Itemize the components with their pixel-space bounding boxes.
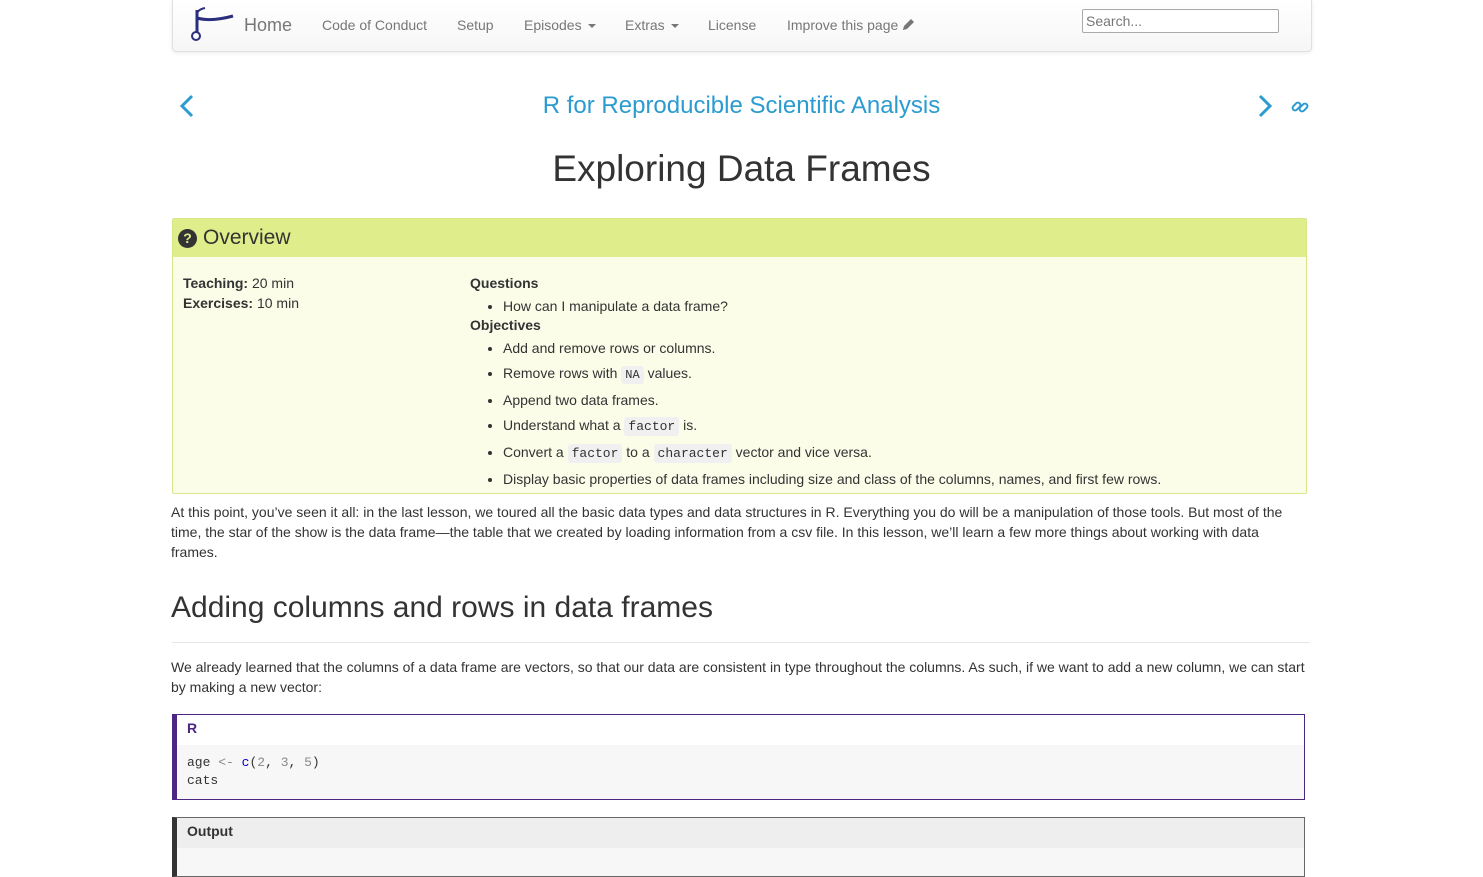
questions-heading: Questions <box>470 275 539 291</box>
nav-code-of-conduct[interactable]: Code of Conduct <box>322 17 428 33</box>
nav-extras-label: Extras <box>625 17 665 33</box>
inline-code: factor <box>568 444 623 463</box>
output-block <box>172 817 1305 877</box>
code-token: cats <box>187 773 219 788</box>
code-token: , <box>265 755 281 770</box>
carpentries-logo-icon[interactable] <box>187 4 235 44</box>
caret-down-icon <box>671 24 679 28</box>
code-token: <- <box>218 755 234 770</box>
nav-improve-label: Improve this page <box>787 17 899 33</box>
nav-episodes-label: Episodes <box>524 17 582 33</box>
list-item <box>503 415 1161 437</box>
code-token: age <box>187 755 211 770</box>
list-item <box>503 363 1161 385</box>
section-divider <box>172 642 1310 643</box>
list-item: • How can I manipulate a data frame? <box>503 296 1161 316</box>
code-token: 2 <box>257 755 266 770</box>
code-token: 3 <box>280 755 289 770</box>
output-label: Output <box>177 818 1304 848</box>
objective-text: vector and vice versa. <box>735 444 872 460</box>
list-item: • Append two data frames. <box>503 390 1161 410</box>
nav-license[interactable]: License <box>708 17 757 33</box>
questions-objectives <box>470 273 1161 494</box>
objective-text: Remove rows with <box>503 365 618 381</box>
teaching-label: Teaching: <box>183 275 249 291</box>
lesson-title-link[interactable]: R for Reproducible Scientific Analysis <box>542 92 941 119</box>
nav-home-link[interactable]: Home <box>244 15 293 35</box>
inline-code: character <box>654 444 732 463</box>
intro-paragraph: At this point, you’ve seen it all: in the last lesson, we toured all the basic data types and data structures in R. Everything you do will be a manipulation of those tools. But most of the time, the star of the show is the data frame—the table that we created by loading information from a csv file. In this lesson, we’ll learn a few more things about working with data frames. <box>171 504 1283 560</box>
nav-episodes-dropdown[interactable] <box>524 17 596 33</box>
chevron-right-icon[interactable] <box>1257 94 1273 118</box>
code-block <box>172 714 1305 800</box>
section-heading: Adding columns and rows in data frames <box>171 591 713 624</box>
search-input[interactable] <box>1082 9 1279 33</box>
nav-setup[interactable]: Setup <box>457 17 494 33</box>
teaching-value: 20 min <box>251 275 294 291</box>
objective-text: to a <box>626 444 650 460</box>
page-title: Exploring Data Frames <box>552 148 931 189</box>
list-item: • Add and remove rows or columns. <box>503 338 1161 358</box>
overview-panel <box>172 218 1307 494</box>
code-token: ) <box>311 755 320 770</box>
inline-code: NA <box>621 366 643 384</box>
objectives-list <box>470 338 1161 489</box>
objective-text: is. <box>683 417 698 433</box>
question-circle-icon: ? <box>178 229 197 248</box>
code-token: 5 <box>304 755 312 770</box>
code-token: c <box>241 755 250 770</box>
time-estimates <box>183 273 299 313</box>
objective-text: Convert a <box>503 444 564 460</box>
list-item <box>503 442 1161 464</box>
link-icon[interactable] <box>1291 98 1309 116</box>
code-token: , <box>288 755 305 770</box>
exercises-label: Exercises: <box>183 295 254 311</box>
caret-down-icon <box>588 24 596 28</box>
code-content[interactable] <box>177 745 1304 799</box>
questions-list <box>470 296 1161 316</box>
objectives-heading: Objectives <box>470 317 541 333</box>
inline-code: factor <box>624 417 679 436</box>
section-paragraph: We already learned that the columns of a data frame are vectors, so that our data are consistent in type throughout the columns. As such, if we want to add a new column, we can start by making a new vector: <box>171 659 1305 695</box>
nav-improve-page[interactable] <box>787 17 915 33</box>
list-item: • Display basic properties of data frames including size and class of the columns, names, and first few rows. <box>503 469 1161 489</box>
nav-extras-dropdown[interactable] <box>625 17 679 33</box>
navbar <box>172 0 1312 52</box>
objective-text: values. <box>647 365 692 381</box>
code-language-label: R <box>177 715 1304 745</box>
overview-header <box>173 219 1306 257</box>
overview-title: Overview <box>203 226 291 249</box>
code-token: ( <box>249 755 258 770</box>
objective-text: Understand what a <box>503 417 621 433</box>
exercises-value: 10 min <box>256 295 299 311</box>
pencil-icon <box>901 18 915 32</box>
